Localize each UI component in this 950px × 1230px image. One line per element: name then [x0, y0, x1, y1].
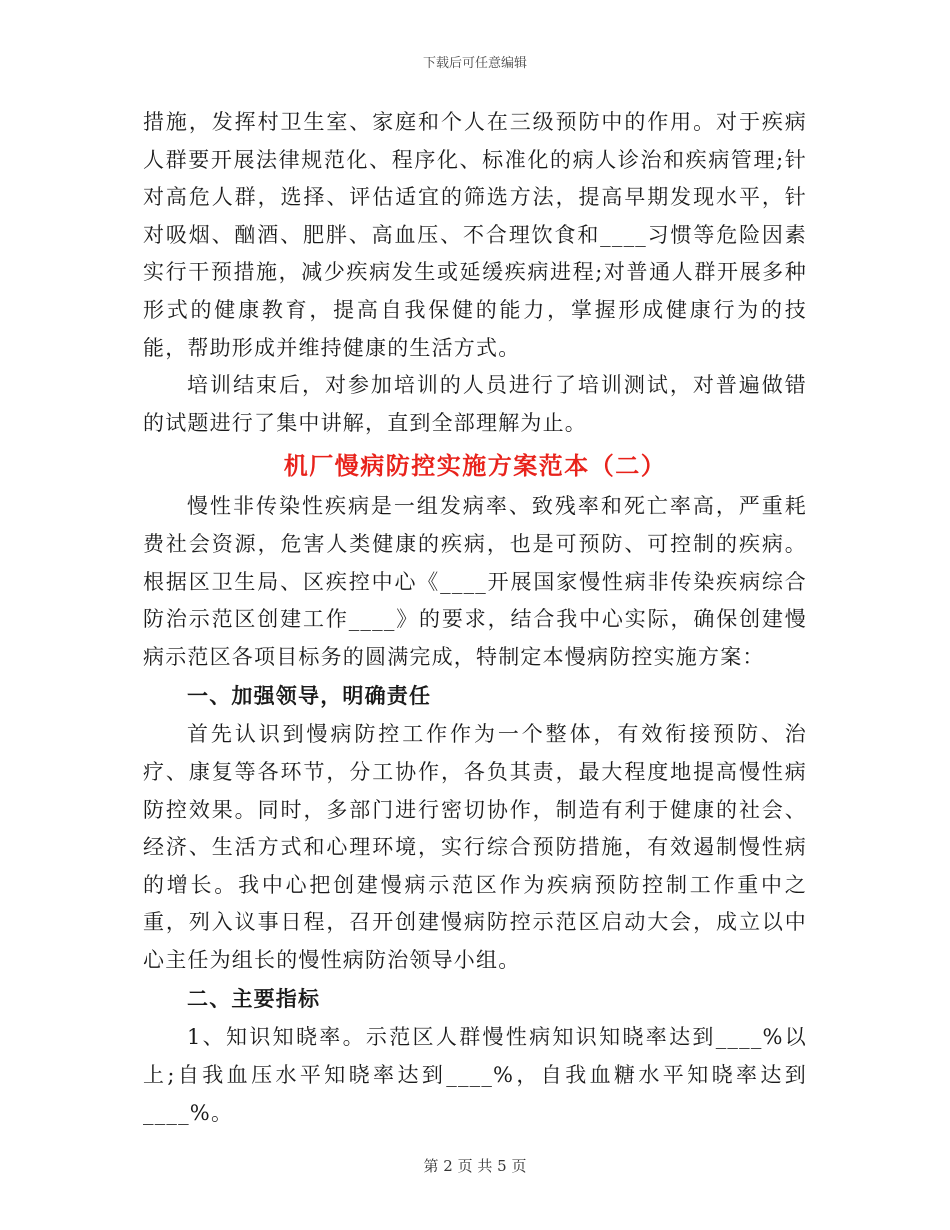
paragraph-awareness-rate: 1、知识知晓率。示范区人群慢性病知识知晓率达到____%以上;自我血压水平知晓率达到____%，自我血糖水平知晓率达到____%。	[143, 1025, 807, 1125]
page-number: 第 2 页 共 5 页	[423, 1157, 527, 1175]
section-title: 机厂慢病防控实施方案范本（二）	[283, 451, 667, 481]
paragraph-prevention-measures: 措施，发挥村卫生室、家庭和个人在三级预防中的作用。对于疾病人群要开展法律规范化、程序化、标准化的病人诊治和疾病管理;针对高危人群，选择、评估适宜的筛选方法，提高早期发现水平，针对吸烟、酗酒、肥胖、高血压、不合理饮食和____习惯等危险因素实行干预措施，减少疾病发生或延缓疾病进程;对普通人群开展多种形式的健康教育，提高自我保健的能力，掌握形成健康行为的技能，帮助形成并维持健康的生活方式。	[143, 110, 807, 360]
paragraph-leadership: 首先认识到慢病防控工作作为一个整体，有效衔接预防、治疗、康复等各环节，分工协作，各负其责，最大程度地提高慢性病防控效果。同时，多部门进行密切协作，制造有利于健康的社会、经济、生活方式和心理环境，实行综合预防措施，有效遏制慢性病的增长。我中心把创建慢病示范区作为疾病预防控制工作重中之重，列入议事日程，召开创建慢病防控示范区启动大会，成立以中心主任为组长的慢性病防治领导小组。	[143, 722, 807, 972]
paragraph-introduction: 慢性非传染性疾病是一组发病率、致残率和死亡率高，严重耗费社会资源，危害人类健康的疾病，也是可预防、可控制的疾病。根据区卫生局、区疾控中心《____开展国家慢性病非传染疾病综合防治示范区创建工作____》的要求，结合我中心实际，确保创建慢病示范区各项目标务的圆满完成，特制定本慢病防控实施方案：	[143, 494, 807, 669]
heading-leadership: 一、加强领导，明确责任	[187, 684, 432, 709]
document-body	[143, 104, 807, 1132]
paragraph-training-summary: 培训结束后，对参加培训的人员进行了培训测试，对普遍做错的试题进行了集中讲解，直到全部理解为止。	[143, 373, 807, 435]
heading-main-indicators: 二、主要指标	[187, 987, 321, 1012]
header-note: 下载后可任意编辑	[422, 56, 527, 71]
